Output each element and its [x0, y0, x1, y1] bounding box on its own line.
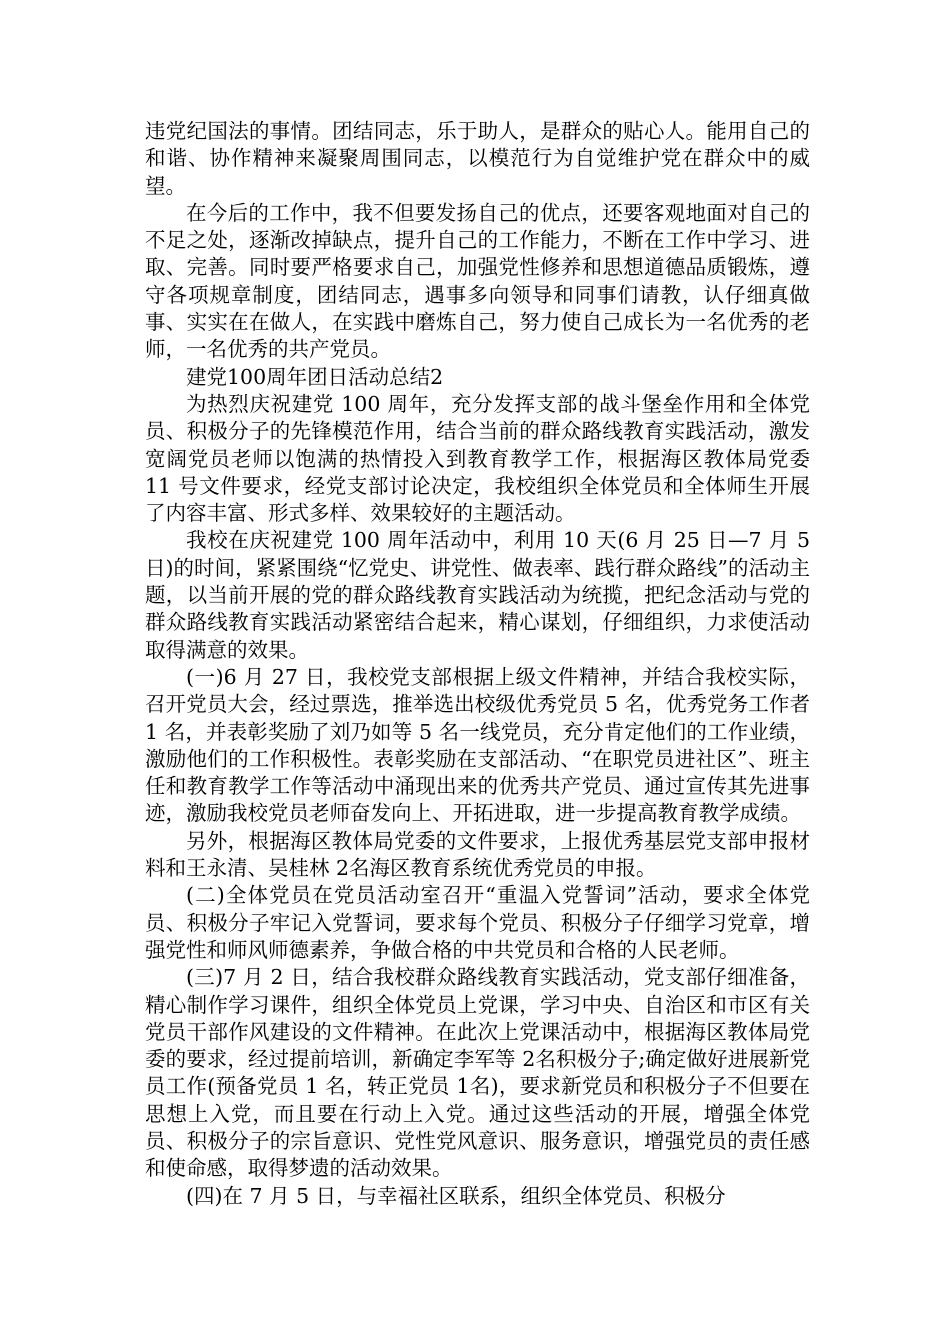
section-heading: 建党100周年团日活动总结2 — [186, 364, 444, 389]
paragraph-2: 在今后的工作中，我不但要发扬自己的优点，还要客观地面对自己的不足之处，逐渐改掉缺点，提升自己的工作能力，不断在工作中学习、进取、完善。同时要严格要求自己，加强党性修养和思想道德品质锻炼，遵守各项规章制度，团结同志，遇事多向领导和同事们请教，认仔细真做事、实实在在做人，在实践中磨炼自己，努力使自己成长为一名优秀的老师，一名优秀的共产党员。 — [145, 200, 810, 362]
paragraph-5: (一)6 月 27 日，我校党支部根据上级文件精神，并结合我校实际，召开党员大会，经过票选，推举选出校级优秀党员 5 名，优秀党务工作者 1 名，并表彰奖励了刘乃如等 5 名一线党员，充分肯定他们的工作业绩，激励他们的工作积极性。表彰奖励在支部活动、“在职党员进社区”、班主任和教育教学工作等活动中涌现出来的优秀共产党员、通过宣传其先进事迹，激励我校党员老师奋发向上、开拓进取，进一步提高教育教学成绩。 — [145, 664, 810, 826]
paragraph-7: (二)全体党员在党员活动室召开“重温入党誓词”活动，要求全体党员、积极分子牢记入党誓词，要求每个党员、积极分子仔细学习党章，增强党性和师风师德素养，争做合格的中共党员和合格的人民老师。 — [145, 883, 810, 962]
paragraph-9: (四)在 7 月 5 日，与幸福社区联系，组织全体党员、积极分 — [186, 1183, 726, 1208]
paragraph-4: 我校在庆祝建党 100 周年活动中，利用 10 天(6 月 25 日—7 月 5 日)的时间，紧紧围绕“忆党史、讲党性、做表率、践行群众路线”的活动主题，以当前开展的党的群众路线教育实践活动为统揽，把纪念活动与党的群众路线教育实践活动紧密结合起来，精心谋划，仔细组织，力求使活动取得满意的效果。 — [145, 528, 810, 662]
paragraph-1: 违党纪国法的事情。团结同志，乐于助人，是群众的贴心人。能用自己的和谐、协作精神来凝聚周围同志，以模范行为自觉维护党在群众中的威望。 — [145, 119, 810, 198]
document-page — [145, 118, 810, 1210]
paragraph-6: 另外，根据海区教体局党委的文件要求，上报优秀基层党支部申报材料和王永清、吴桂林 2名海区教育系统优秀党员的申报。 — [145, 828, 810, 881]
paragraph-3: 为热烈庆祝建党 100 周年，充分发挥支部的战斗堡垒作用和全体党员、积极分子的先锋模范作用，结合当前的群众路线教育实践活动，激发宽阔党员老师以饱满的热情投入到教育教学工作，根据海区教体局党委 11 号文件要求，经党支部讨论决定，我校组织全体党员和全体师生开展了内容丰富、形式多样、效果较好的主题活动。 — [145, 391, 810, 526]
paragraph-8: (三)7 月 2 日，结合我校群众路线教育实践活动，党支部仔细准备，精心制作学习课件，组织全体党员上党课，学习中央、自治区和市区有关党员干部作风建设的文件精神。在此次上党课活动中，根据海区教体局党委的要求，经过提前培训，新确定李军等 2名积极分子;确定做好进展新党员工作(预备党员 1 名，转正党员 1名)，要求新党员和积极分子不但要在思想上入党，而且要在行动上入党。通过这些活动的开展，增强全体党员、积极分子的宗旨意识、党性党风意识、服务意识，增强党员的责任感和使命感，取得梦遗的活动效果。 — [145, 965, 810, 1181]
